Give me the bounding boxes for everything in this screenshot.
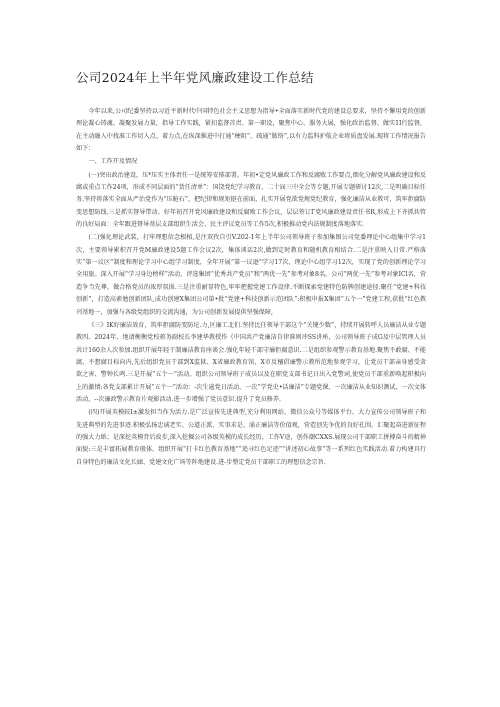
paragraph-intro: 今年以来,公司纪委坚持以习近平新时代中国特色社会主义思想为指导•全面落实新时代党的建设总要求，坚持不懈用党的创新理论凝心铸魂、凝聚发展力量，指导工作实践，紧扣监督首责、第一职设，聚焦中心、服务大展，强化政治监督、做实1Ⅰ行监督，在主动融入中找准工作切入点、着力点,在纵深推进中打通“梗阻”、疏通“脓络”,以有力监科护航企业将质盘发展.现将工作情况报告如下： (76, 108, 426, 153)
paragraph-theory-study: (二)强化理论武装，打牢理想信念根植,是注双孜自引V.202-1年上半年公司领导班子参加集图公司党委理论中心组集中学习1次，主要领导累积召开党M廉政建设5题工作会议2次，集体谈话2次,做到定时教育和随机教育相结合.二是注重映入日常.严格落实“第一议区”制度和理论学习中心组学习制度，全年开展“第一议逊”学习17次、理论中心组学习12次，实现了党的创新理论学习全用旅。深入开展“学习身边榜样”活动，评选集团“优秀共产党员”和“两优一先”参考对象8名，公司“两优一先”参考对象ICl名，营造争当先尊、做合格党员的浓厚氛围.三是注重耐显特色,牢牢把握党建工作设律.不断探索党建特色防牌创建途径.聚任“党建+科技创新”，打造高素勉创新团队,成功创建X集团公司第•批“党建+科技创新示范团队”:积极申报X集团“五个一”党建工程,获批“红色教刊基地一，加强与各级党组织的交流沟通，为公司创新发展提供坚强保障, (76, 234, 426, 316)
section-heading: 一、工作开及情况 (88, 158, 138, 166)
document-title: 公司2024年上半年党风廉政建设工作总结 (76, 70, 314, 85)
paragraph-political-building: (一)突出政治建设，压*压实主体责任一是统筹安排部署。年初•定党风廉政工作和反腐败工作要点,细化分解党风廉政建设和反腐或重点工作24项，形成不同层面的“货任清单”：国饶党纪学习教育、二十届三中全会等专题,开展专题研讨12次,二是明确目标任务.坚持将落实全面从严治党作为“压舱石”，把纪律和规矩挺在前面，扎实开展党欲党规党纪教育，强化廉洁从业教可，筑牢拒腐防变思想防线.三是抓实督导带动。好年初召开党风廉政建设和反腐败工作会议，层层签订Γ党风廉政建设责任书R,形成上下齐抓共管的良好局面：全年跟进督导基层支部组织生活会、民主评议党员等工作5次,积极推动党内法规制度落地落实. (76, 171, 426, 229)
paragraph-role-models: (四)开展英模较I±激发担当作为活力.是广泛宣传先进典型,充分利用网站、微信公众号等媒体平台，大力宣传公司领导班子和先进典型的先进事迹.积极弘扬忠诚老实、公道正派、实事求是、涌正廉洁等价值观，营造创先争优的良好孔围，汇聚起奋进新征程的强大力紙；是深挖英模背后故步,深入挖掘公司各级英模的成长经历、工作V途，创作潮CXXS.展现公司干部职工拼搏奋斗的精神面貌:三是丰富拓展教育般体，组织开展“打卡红色教育基地”“追寻红色足迹”“讲述初心故事”等一系列红色实践活动.着力构建具行自身特色的廉洁文化长廊、党建文化广场等阵地建设.进-步整定党员干部职工的理想信念宗旨. (76, 409, 426, 466)
paragraph-integrity-education: 《三》IK好廉洁效育，筑牢拒腐防变防坨.力,区廉工北们.坚持比任领导干部这个“关键少数”，持续开展转呼人员廉洁从业专题教四。2024年，地请衡衡党校蒋务副校长李建华教授作《中国共产党廉洁自律准则冲SS讲座，公司领导班子成G及中层管理人员共计160余人次参加.组织开展年轻干制廉洁教育座谈会.强化年轻干部守廉拒腐意识.二是组织参观警示教育基地.聚焦不敢腐、不能腐、不想腐目标向内,先后组织党员干部到X监狱、X省廉政教育馆、X市反檀倡廉警示教所范地参观学习，让党员干部亲身感受贪欲之害、警钟长鸣.三是开展“五个一”活动。组织公司领导班子成员以及在职党支部书记日出入党警词,使党员干部重新唤起积极向上的激情:各党支部累计开展“五个一”活动：-次生逾党日活动、一次“学党史•话廉洁”专题党课、一次廉洁从业知识测试、一次文体活动、--次廉政警示教育片观影活动.进一步增强了党员意识.提升了党员修养. (76, 321, 426, 403)
